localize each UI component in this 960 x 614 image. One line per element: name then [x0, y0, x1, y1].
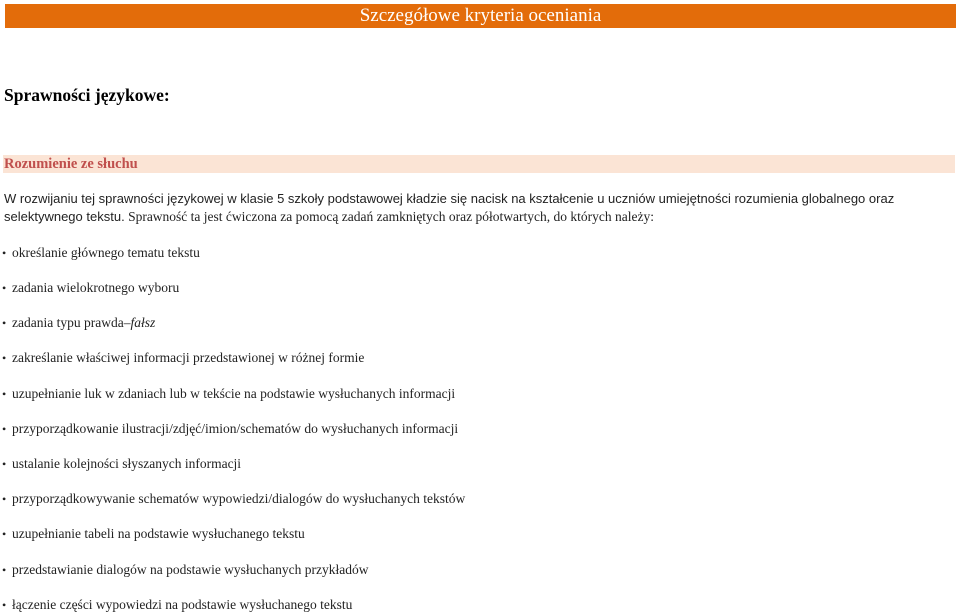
- list-item-text: uzupełnianie tabeli na podstawie wysłuchanego tekstu: [12, 526, 305, 541]
- list-item-text: zadania wielokrotnego wyboru: [12, 280, 180, 295]
- list-item: [2, 349, 364, 367]
- list-item-text: ustalanie kolejności słyszanych informacji: [12, 456, 242, 471]
- list-item-text: przyporządkowywanie schematów wypowiedzi/dialogów do wysłuchanych tekstów: [12, 491, 466, 506]
- title-banner: [5, 4, 956, 28]
- list-item: [2, 490, 465, 508]
- bullet-icon: •: [2, 351, 7, 365]
- list-item: [2, 244, 200, 262]
- intro-paragraph: [4, 190, 956, 225]
- bullet-icon: •: [2, 422, 7, 436]
- list-item-text: przyporządkowanie ilustracji/zdjęć/imion/schematów do wysłuchanych informacji: [12, 421, 459, 436]
- bullet-icon: •: [2, 527, 7, 541]
- list-item-text: uzupełnianie luk w zdaniach lub w tekście na podstawie wysłuchanych informacji: [12, 386, 456, 401]
- bullet-icon: •: [2, 281, 7, 295]
- intro-text-part1: W rozwijaniu tej sprawności językowej w klasie 5 szkoły podstawowej kładzie się nacisk na kształcenie u uczniów umiejętności rozumienia globalnego oraz selektywnego tekstu.: [4, 191, 895, 224]
- list-item-text: przedstawianie dialogów na podstawie wysłuchanych przykładów: [12, 562, 369, 577]
- list-item: [2, 279, 179, 297]
- section-heading: Sprawności językowe:: [4, 85, 170, 105]
- list-item-text: zakreślanie właściwej informacji przedstawionej w różnej formie: [12, 350, 365, 365]
- list-item-text: zadania typu prawda: [12, 315, 124, 330]
- intro-text-part2: Sprawność ta jest ćwiczona za pomocą zadań zamkniętych oraz półotwartych, do których należy:: [124, 208, 654, 224]
- bullet-icon: •: [2, 316, 7, 330]
- list-item: [2, 314, 155, 332]
- subsection-banner: [3, 155, 955, 173]
- bullet-icon: •: [2, 457, 7, 471]
- list-item: [2, 420, 458, 438]
- list-item-dash: –: [123, 315, 131, 330]
- bullet-icon: •: [2, 492, 7, 506]
- subsection-title: Rozumienie ze słuchu: [4, 156, 138, 172]
- bullet-icon: •: [2, 598, 7, 612]
- list-item: [2, 455, 241, 473]
- list-item: [2, 385, 455, 403]
- list-item: [2, 561, 369, 579]
- bullet-icon: •: [2, 387, 7, 401]
- list-item-italic: fałsz: [130, 315, 156, 330]
- bullet-icon: •: [2, 563, 7, 577]
- list-item: [2, 596, 352, 614]
- bullet-icon: •: [2, 246, 7, 260]
- list-item-text: określanie głównego tematu tekstu: [12, 245, 200, 260]
- list-item-text: łączenie części wypowiedzi na podstawie wysłuchanego tekstu: [12, 597, 353, 612]
- list-item: [2, 525, 305, 543]
- page-title: Szczegółowe kryteria oceniania: [359, 5, 602, 26]
